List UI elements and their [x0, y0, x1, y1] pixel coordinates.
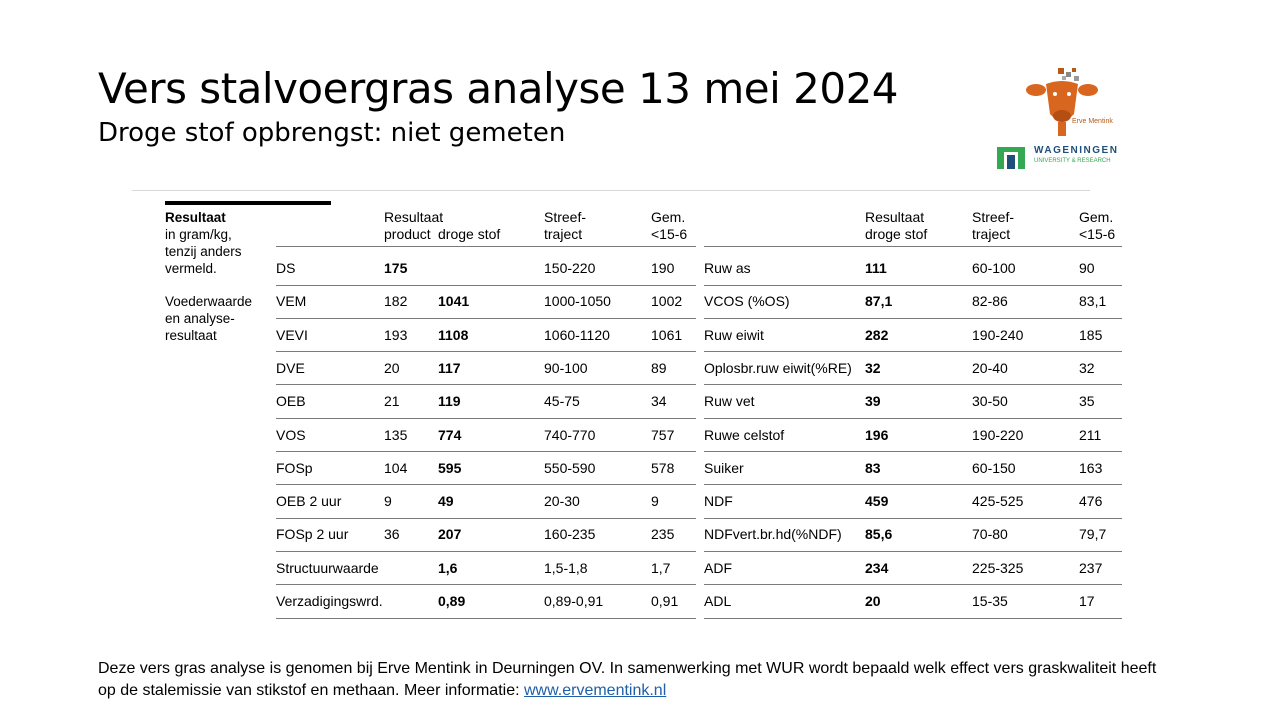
right-row-gem: 211 — [1079, 426, 1102, 443]
right-row-gem: 35 — [1079, 393, 1095, 410]
header-droge-stof-left: droge stof — [438, 226, 501, 242]
left-row-streef: 45-75 — [544, 393, 580, 410]
header-streef-left: Streef- traject — [544, 209, 587, 242]
right-row-gem: 163 — [1079, 459, 1103, 476]
right-row-gem: 237 — [1079, 559, 1103, 576]
left-row-droge-stof: 1041 — [438, 293, 470, 310]
left-row-line — [276, 484, 696, 485]
left-row-streef: 150-220 — [544, 260, 596, 276]
right-row-gem: 185 — [1079, 326, 1103, 343]
left-row-gem: 190 — [651, 260, 675, 276]
right-row-name: VCOS (%OS) — [704, 293, 790, 310]
right-row-name: ADF — [704, 559, 732, 576]
left-row-gem: 235 — [651, 526, 675, 543]
side-label-result: Resultaat — [165, 210, 226, 225]
right-row-streef: 82-86 — [972, 293, 1008, 310]
right-row-droge-stof: 282 — [865, 326, 889, 343]
right-row-name: Ruwe celstof — [704, 426, 785, 443]
left-row-streef: 90-100 — [544, 359, 588, 376]
right-row-streef: 60-100 — [972, 260, 1016, 276]
left-row-name: VOS — [276, 426, 306, 443]
left-row-name: VEM — [276, 293, 307, 310]
left-row-name: FOSp — [276, 459, 313, 476]
left-row-line — [276, 518, 696, 519]
left-row-gem: 34 — [651, 393, 667, 410]
table-top-rule — [132, 190, 1090, 191]
header-result-product: Resultaat product — [384, 209, 444, 242]
right-row-droge-stof: 85,6 — [865, 526, 893, 543]
left-row-streef: 550-590 — [544, 459, 596, 476]
left-row-line — [276, 318, 696, 319]
left-row-droge-stof: 1108 — [438, 326, 469, 343]
left-row-droge-stof: 1,6 — [438, 559, 458, 576]
footer-note — [98, 658, 1158, 702]
left-row-line — [276, 551, 696, 552]
left-row-name: Verzadigingswrd. — [276, 593, 383, 609]
left-row-line — [276, 584, 696, 585]
left-row-line — [276, 451, 696, 452]
left-row-gem: 0,91 — [651, 593, 679, 609]
right-row-streef: 20-40 — [972, 359, 1008, 376]
right-row-droge-stof: 196 — [865, 426, 889, 443]
right-row-gem: 32 — [1079, 359, 1095, 376]
left-row-name: Structuurwaarde — [276, 559, 379, 576]
side-label-feedvalue: Voederwaarde en analyse- resultaat — [165, 294, 253, 343]
right-row-gem: 79,7 — [1079, 526, 1107, 543]
side-label-units: in gram/kg, tenzij anders vermeld. — [165, 227, 242, 276]
left-row-streef: 740-770 — [544, 426, 596, 443]
slide-subtitle: Droge stof opbrengst: niet gemeten — [98, 118, 566, 148]
left-row-droge-stof: 117 — [438, 359, 461, 376]
left-row-droge-stof: 119 — [438, 393, 461, 410]
right-row-droge-stof: 234 — [865, 559, 889, 576]
left-row-streef: 1000-1050 — [544, 293, 611, 310]
right-row-name: Oplosbr.ruw eiwit(%RE) — [704, 359, 852, 376]
left-header-line — [276, 246, 696, 247]
right-row-line — [704, 384, 1122, 385]
header-gem-left: Gem. <15-6 — [651, 209, 688, 242]
right-row-line — [704, 484, 1122, 485]
erve-mentink-logo-text: Erve Mentink — [1072, 118, 1113, 125]
right-row-droge-stof: 459 — [865, 493, 889, 510]
left-row-droge-stof: 0,89 — [438, 593, 466, 609]
right-row-streef: 30-50 — [972, 393, 1008, 410]
analysis-table — [132, 190, 1122, 620]
left-row-product: 20 — [384, 359, 400, 376]
left-row-name: DVE — [276, 359, 305, 376]
right-row-gem: 476 — [1079, 493, 1103, 510]
right-row-droge-stof: 111 — [865, 260, 887, 276]
left-row-product: 21 — [384, 393, 400, 410]
table-header-rule — [165, 201, 331, 205]
right-row-line — [704, 618, 1122, 619]
wur-subtitle: UNIVERSITY & RESEARCH — [1034, 158, 1111, 164]
left-row-product: 36 — [384, 526, 400, 543]
right-row-name: Ruw eiwit — [704, 326, 764, 343]
left-row-product: 9 — [384, 493, 392, 510]
right-row-streef: 425-525 — [972, 493, 1024, 510]
left-row-line — [276, 418, 696, 419]
left-row-name: FOSp 2 uur — [276, 526, 349, 543]
left-row-streef: 1060-1120 — [544, 326, 610, 343]
right-row-streef: 190-240 — [972, 326, 1024, 343]
left-row-gem: 1002 — [651, 293, 683, 310]
left-row-product: 193 — [384, 326, 408, 343]
header-streef-right: Streef- traject — [972, 209, 1015, 242]
left-row-line — [276, 618, 696, 619]
left-row-product: 182 — [384, 293, 408, 310]
left-row-gem: 1,7 — [651, 559, 671, 576]
left-row-product: 104 — [384, 459, 408, 476]
footer-link[interactable]: www.ervementink.nl — [523, 682, 667, 699]
left-row-name: VEVI — [276, 326, 308, 343]
right-row-droge-stof: 20 — [865, 593, 881, 609]
erve-mentink-logo — [1018, 66, 1130, 138]
right-row-streef: 190-220 — [972, 426, 1024, 443]
footer-text: Deze vers gras analyse is genomen bij Erve Mentink in Deurningen OV. In samenwerking met WUR wordt bepaald welk effect vers graskwaliteit heeft op de stalemissie van stikstof en methaan. Meer informatie: — [98, 660, 1157, 699]
right-row-droge-stof: 83 — [865, 459, 881, 476]
right-header-line — [704, 246, 1122, 247]
right-row-streef: 15-35 — [972, 593, 1008, 609]
left-row-name: OEB 2 uur — [276, 493, 342, 510]
left-row-streef: 0,89-0,91 — [544, 593, 604, 609]
left-row-droge-stof: 595 — [438, 459, 462, 476]
left-row-streef: 1,5-1,8 — [544, 559, 588, 576]
right-row-droge-stof: 87,1 — [865, 293, 893, 310]
right-row-line — [704, 351, 1122, 352]
left-row-product: 175 — [384, 260, 408, 276]
wur-name: WAGENINGEN — [1034, 145, 1119, 156]
header-gem-right: Gem. <15-6 — [1079, 209, 1116, 242]
left-row-droge-stof: 207 — [438, 526, 462, 543]
right-row-streef: 225-325 — [972, 559, 1024, 576]
right-row-droge-stof: 32 — [865, 359, 881, 376]
left-row-name: DS — [276, 260, 296, 276]
left-row-gem: 757 — [651, 426, 675, 443]
right-row-name: NDFvert.br.hd(%NDF) — [704, 526, 842, 543]
right-row-name: Ruw vet — [704, 393, 755, 410]
right-row-line — [704, 285, 1122, 286]
right-row-name: Suiker — [704, 459, 744, 476]
header-droge-stof-right: Resultaat droge stof — [865, 209, 928, 242]
left-row-line — [276, 384, 696, 385]
right-row-line — [704, 518, 1122, 519]
left-row-gem: 9 — [651, 493, 659, 510]
right-row-line — [704, 418, 1122, 419]
left-row-line — [276, 285, 696, 286]
right-row-streef: 70-80 — [972, 526, 1008, 543]
right-row-gem: 90 — [1079, 260, 1095, 276]
left-row-streef: 20-30 — [544, 493, 580, 510]
left-row-name: OEB — [276, 393, 306, 410]
left-row-droge-stof: 49 — [438, 493, 454, 510]
right-row-line — [704, 584, 1122, 585]
right-row-gem: 83,1 — [1079, 293, 1107, 310]
right-row-line — [704, 551, 1122, 552]
right-row-gem: 17 — [1079, 593, 1095, 609]
right-row-droge-stof: 39 — [865, 393, 881, 410]
right-row-name: NDF — [704, 493, 733, 510]
right-row-line — [704, 318, 1122, 319]
right-row-name: Ruw as — [704, 260, 751, 276]
right-row-line — [704, 451, 1122, 452]
left-row-gem: 1061 — [651, 326, 683, 343]
slide-title: Vers stalvoergras analyse 13 mei 2024 — [98, 64, 899, 113]
left-row-product: 135 — [384, 426, 408, 443]
left-row-line — [276, 351, 696, 352]
left-row-streef: 160-235 — [544, 526, 596, 543]
left-row-gem: 89 — [651, 359, 667, 376]
right-row-streef: 60-150 — [972, 459, 1016, 476]
right-row-name: ADL — [704, 593, 732, 609]
left-row-droge-stof: 774 — [438, 426, 462, 443]
left-row-gem: 578 — [651, 459, 675, 476]
